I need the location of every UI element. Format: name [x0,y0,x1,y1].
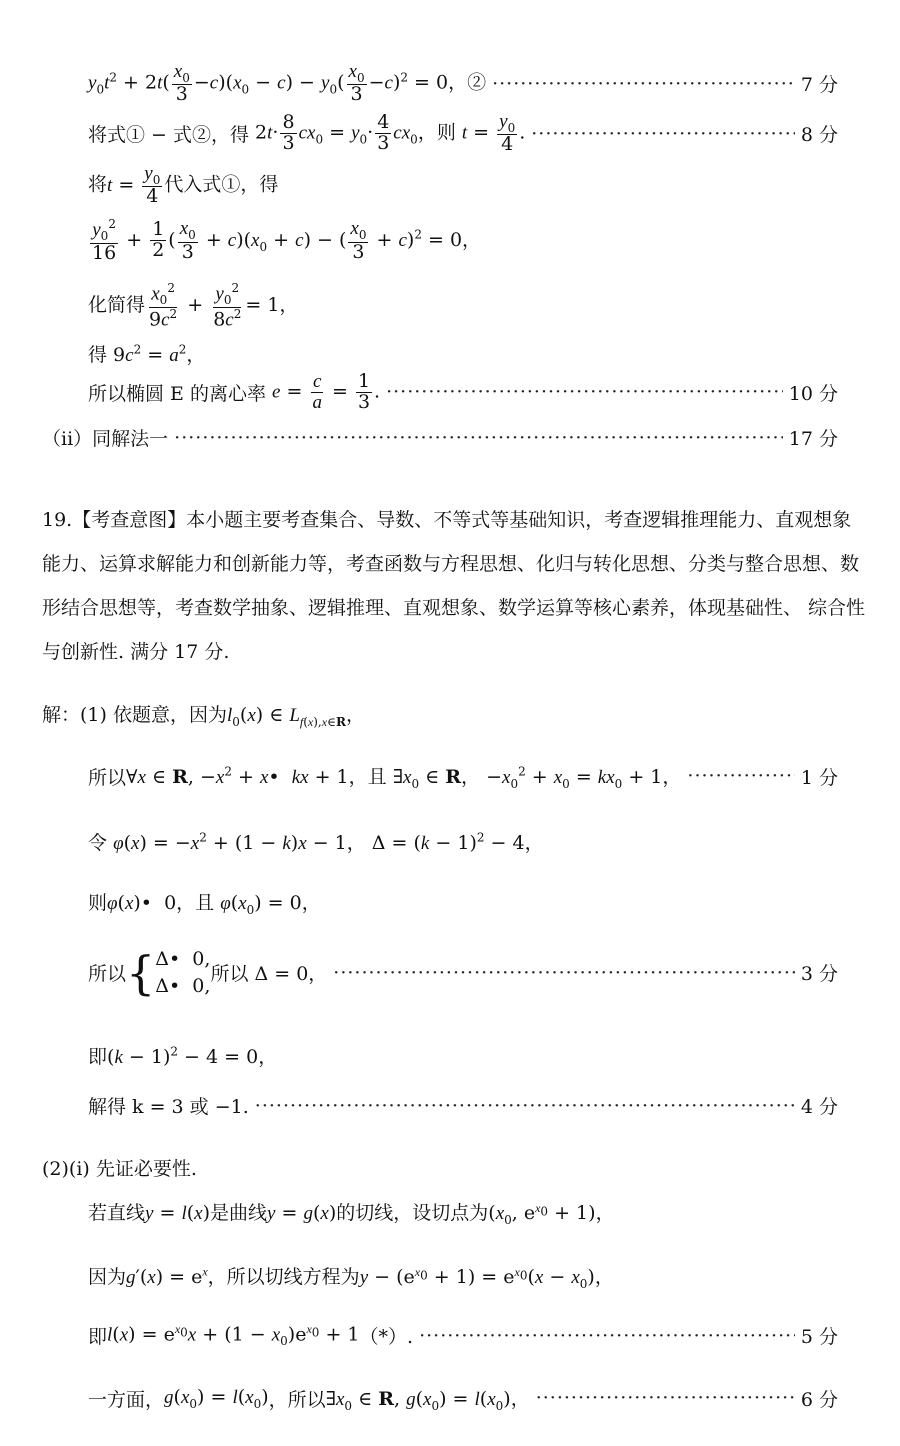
leader-dots [174,427,783,449]
substitute-text-a: 将 [88,173,108,196]
sol1-line6-text: 即 [88,1046,108,1068]
leader-dots [536,1387,795,1409]
part2-line3-a: 即 [88,1326,108,1348]
score-8: 8 分 [800,124,838,147]
q19-intro: 19.【考查意图】本小题主要考查集合、导数、不等式等基础知识，考查逻辑推理能力、直观想象能力、运算求解能力和创新能力等，考查函数与方程思想、化归与转化思想、分类与整合思想、数形结合思想等，考查数学抽象、逻辑推理、直观想象、数学运算等核心素养，体现基础性、 综合性与创新性. 满分 17 分. [42,509,866,663]
part2-line4-b: ，所以 [268,1388,326,1411]
result-line: 得 $9c^2 = a^2$， [88,342,206,366]
eccentricity-line [88,372,838,413]
sol1-line4-text: 则 [88,892,108,914]
substitute-text-b: 代入式①，得 [164,173,279,196]
sol1-text: 解：(1) 依题意，因为 [42,704,227,726]
eq-line-2 [88,62,838,105]
equation-2: $y_0t^2 + 2t$( $\frac{x_0}{3}$ $-c)(x_0 - c) - y_0$( $\frac{x_0}{3}$ −c)$^2$ = 0，② [88,61,487,106]
part2-line4: 一方面， $g(x_0) = l(x_0)$ ，所以 $\exists x_0$ ∈ R, $g(x_0) = l(x_0)$， ····· 6 分 [88,1384,838,1413]
score-4: 4 分 [800,1096,838,1118]
part2-line1-a: 若直线 [88,1202,146,1224]
leader-dots [333,962,795,984]
score-7: 7 分 [800,74,838,97]
score-17: 17 分 [788,428,838,450]
score-6: 6 分 [800,1388,838,1411]
sol1-line7-text: 解得 k = 3 或 −1. [88,1096,249,1118]
simplify-text: 化简得 [88,293,146,316]
part2-line2-a: 因为 [88,1266,127,1288]
sol1-line3-text: 令 [88,832,108,854]
part2-line1-c: 的切线，设切点为 [336,1202,489,1224]
part2-line3-b: （*）. [359,1326,414,1348]
part-ii-line [42,424,838,451]
subtract-line [88,112,838,155]
eccentricity-text: 所以椭圆 E 的离心率 [88,382,266,405]
substitute-line: 将t = $\frac{y_0}{4}$ 代入式①，得 [88,163,279,208]
part2-line1: 若直线y = l(x)是曲线y = g(x)的切线，设切点为($x_0$, $e^{x_0} + 1$)， [88,1200,615,1227]
leader-dots [492,73,795,95]
leader-dots [687,765,794,787]
part2-line2: 因为$g'(x) = e^x$，所以切线方程为$y - (e^{x_0} + 1) = e^{x_0}(x - x_0)$， [88,1264,614,1291]
subtract-eq: 2t· $\frac{8}{3}$ $cx_0 = y_0\cdot$ $\frac{4}{3}$ $cx_0$，则 t = $\frac{y_0}{4}$ . [249,111,526,156]
substituted-eq-line: $\frac{y_0^2}{16}$ + $\frac{1}{2}$ ( $\frac{x_0}{3}$ + $c)(x_0 + c)$ − ( $\frac{x_0}{3}$ + c)$^2$ = 0， [92,217,482,264]
sol1-line: 解：(1) 依题意，因为$l_0(x)$ ∈ $L_{f(x),x\in R}$， [42,704,365,729]
case-brace: { Δ• 0, Δ• 0, [126,945,211,1000]
sol1-line2-text: 所以 [88,766,127,789]
part2-head: (2)(i) 先证必要性. [42,1158,197,1180]
leader-dots [419,1325,795,1347]
sol1-line5 [88,946,838,999]
simplify-line: 化简得 $\frac{x_0^2}{9c^2}$ + $\frac{y_0^2}{8c^2}$ = 1， [88,281,299,331]
part-ii-text: （ii）同解法一 [42,428,169,450]
sol1-line6: 即$(k - 1)^2 - 4 = 0$， [88,1044,278,1068]
score-1: 1 分 [800,766,838,789]
part2-line3: 即 $l(x) = e^{x_0}x + (1 - x_0)e^{x_0} + 1$ （*）. ····· 5 分 [88,1322,838,1349]
score-10: 10 分 [788,382,838,405]
part2-line4-a: 一方面， [88,1388,165,1411]
sol1-line5-text: 所以 [88,963,127,986]
sol1-line7 [88,1092,838,1119]
leader-dots [531,123,795,145]
subtract-text: 将式① − 式②，得 [88,124,249,147]
leader-dots [255,1095,795,1117]
sol1-line2: 所以 ∀x ∈ R, $-x^2$ + x• kx + 1，且 $\exists x_0$ ∈ R， $-x_0^2 + x_0 = kx_0 + 1$， ····· 1 分 [88,762,838,791]
leader-dots [386,381,783,403]
sol1-line4: 则φ(x)• 0，且 $\varphi(x_0) = 0$， [88,892,321,917]
eccentricity-eq: e = $\frac{c}{a}$ = $\frac{1}{3}$ . [272,370,381,413]
sol1-line3: 令 $\varphi(x) = -x^2 + (1 - k)x - 1$， $\Delta = (k - 1)^2 - 4$， [88,830,544,854]
sol1-line5-mid: 所以 Δ = 0， [210,963,328,986]
simplify-tail: = 1， [245,293,299,316]
part2-line2-b: ，所以切线方程为 [207,1266,360,1288]
score-3: 3 分 [800,963,838,986]
score-5: 5 分 [800,1326,838,1348]
part2-line1-b: 是曲线 [210,1202,268,1224]
